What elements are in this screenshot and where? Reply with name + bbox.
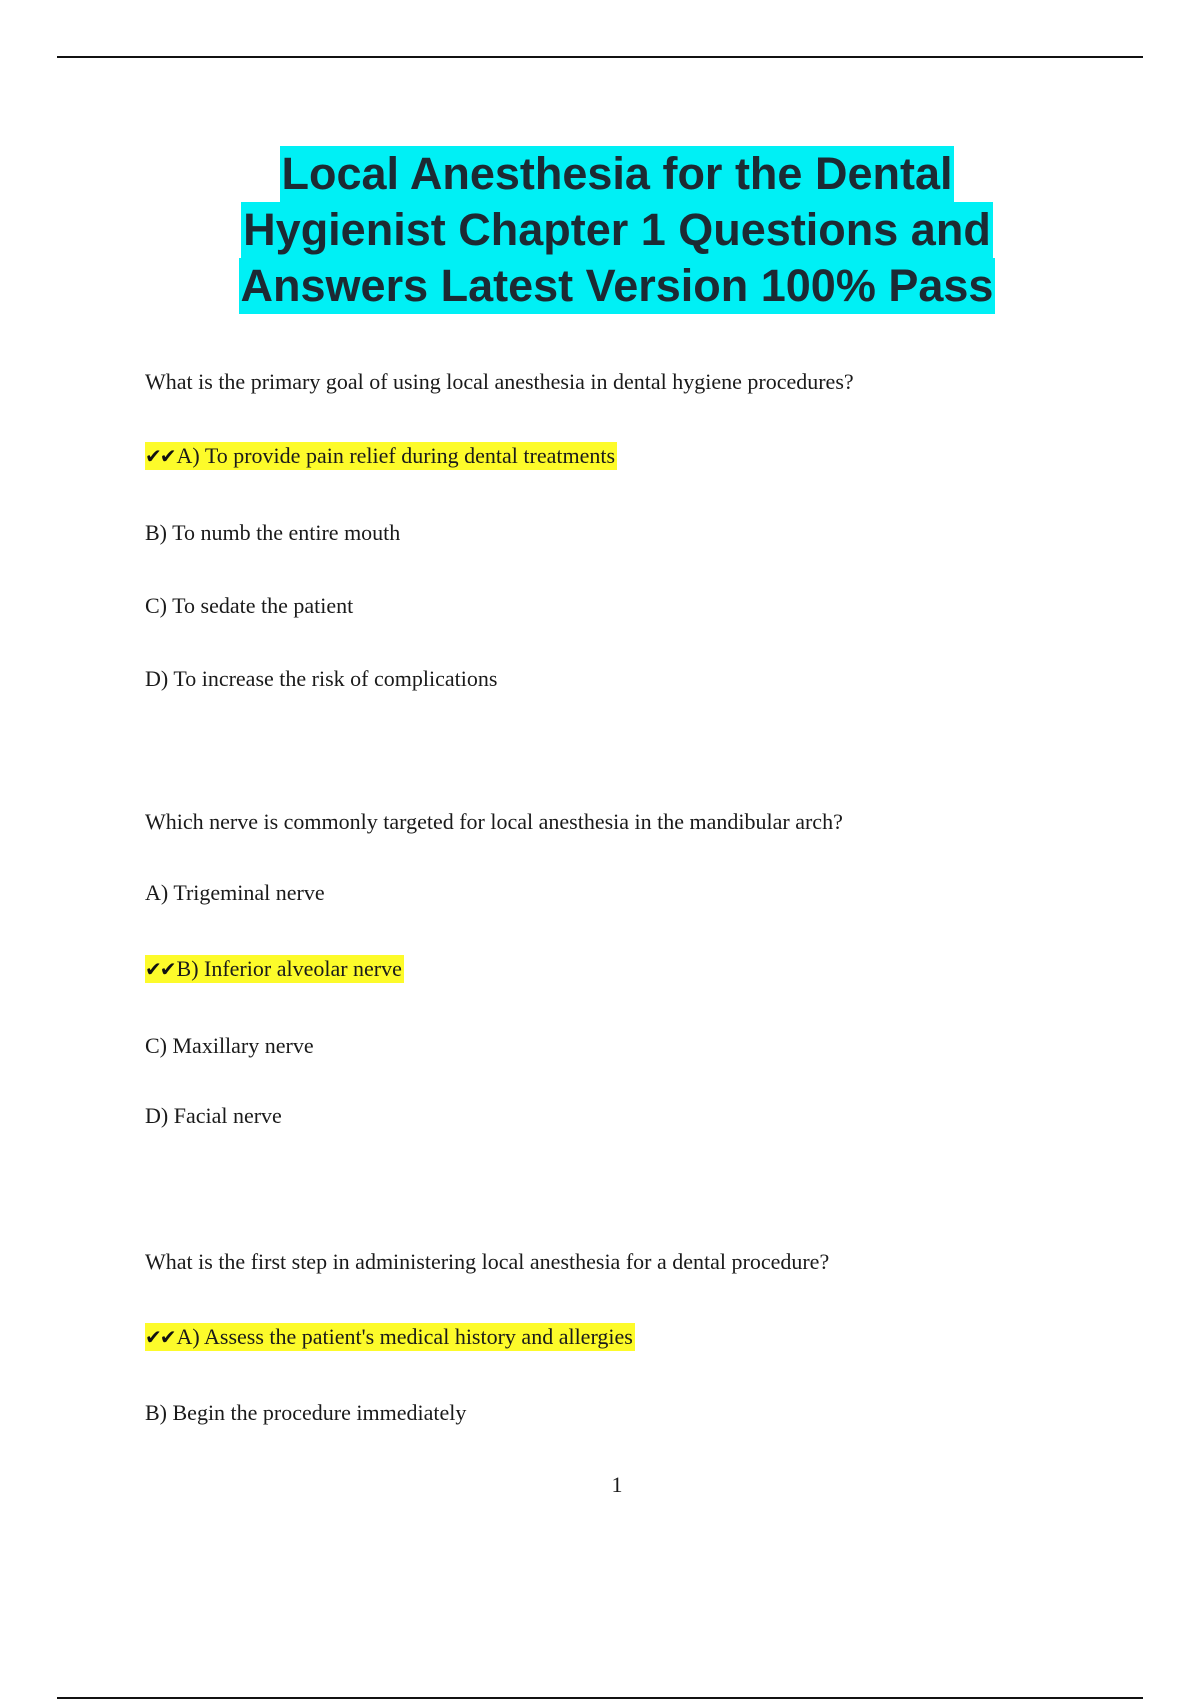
question-text: Which nerve is commonly targeted for local anesthesia in the mandibular arch? [145, 809, 843, 834]
title-line: Local Anesthesia for the Dental [280, 146, 955, 202]
page-number: 1 [611, 1472, 623, 1497]
answer-option: A) Trigeminal nerve [145, 880, 325, 905]
answer-option: C) To sedate the patient [145, 593, 354, 618]
answer-option-label: B) Inferior alveolar nerve [176, 956, 402, 981]
document-title [0, 146, 1200, 314]
answer-option-correct [145, 442, 617, 470]
title-line: Hygienist Chapter 1 Questions and [241, 202, 993, 258]
title-line: Answers Latest Version 100% Pass [239, 258, 996, 314]
answer-option-label: A) To provide pain relief during dental treatments [176, 443, 616, 468]
answer-option: C) Maxillary nerve [145, 1033, 314, 1058]
check-icon: ✔✔ [145, 1325, 175, 1349]
footer-rule [57, 1697, 1143, 1699]
answer-option: B) Begin the procedure immediately [145, 1400, 467, 1425]
answer-option: B) To numb the entire mouth [145, 520, 401, 545]
answer-option-label: A) Assess the patient's medical history and allergies [176, 1324, 633, 1349]
question-text: What is the first step in administering local anesthesia for a dental procedure? [145, 1249, 830, 1274]
check-icon: ✔✔ [145, 957, 175, 981]
check-icon: ✔✔ [145, 444, 175, 468]
header-rule [57, 56, 1143, 58]
answer-option: D) Facial nerve [145, 1103, 282, 1128]
answer-option-correct [145, 1323, 635, 1351]
answer-option-correct [145, 955, 404, 983]
answer-option: D) To increase the risk of complications [145, 666, 498, 691]
question-text: What is the primary goal of using local anesthesia in dental hygiene procedures? [145, 369, 854, 394]
